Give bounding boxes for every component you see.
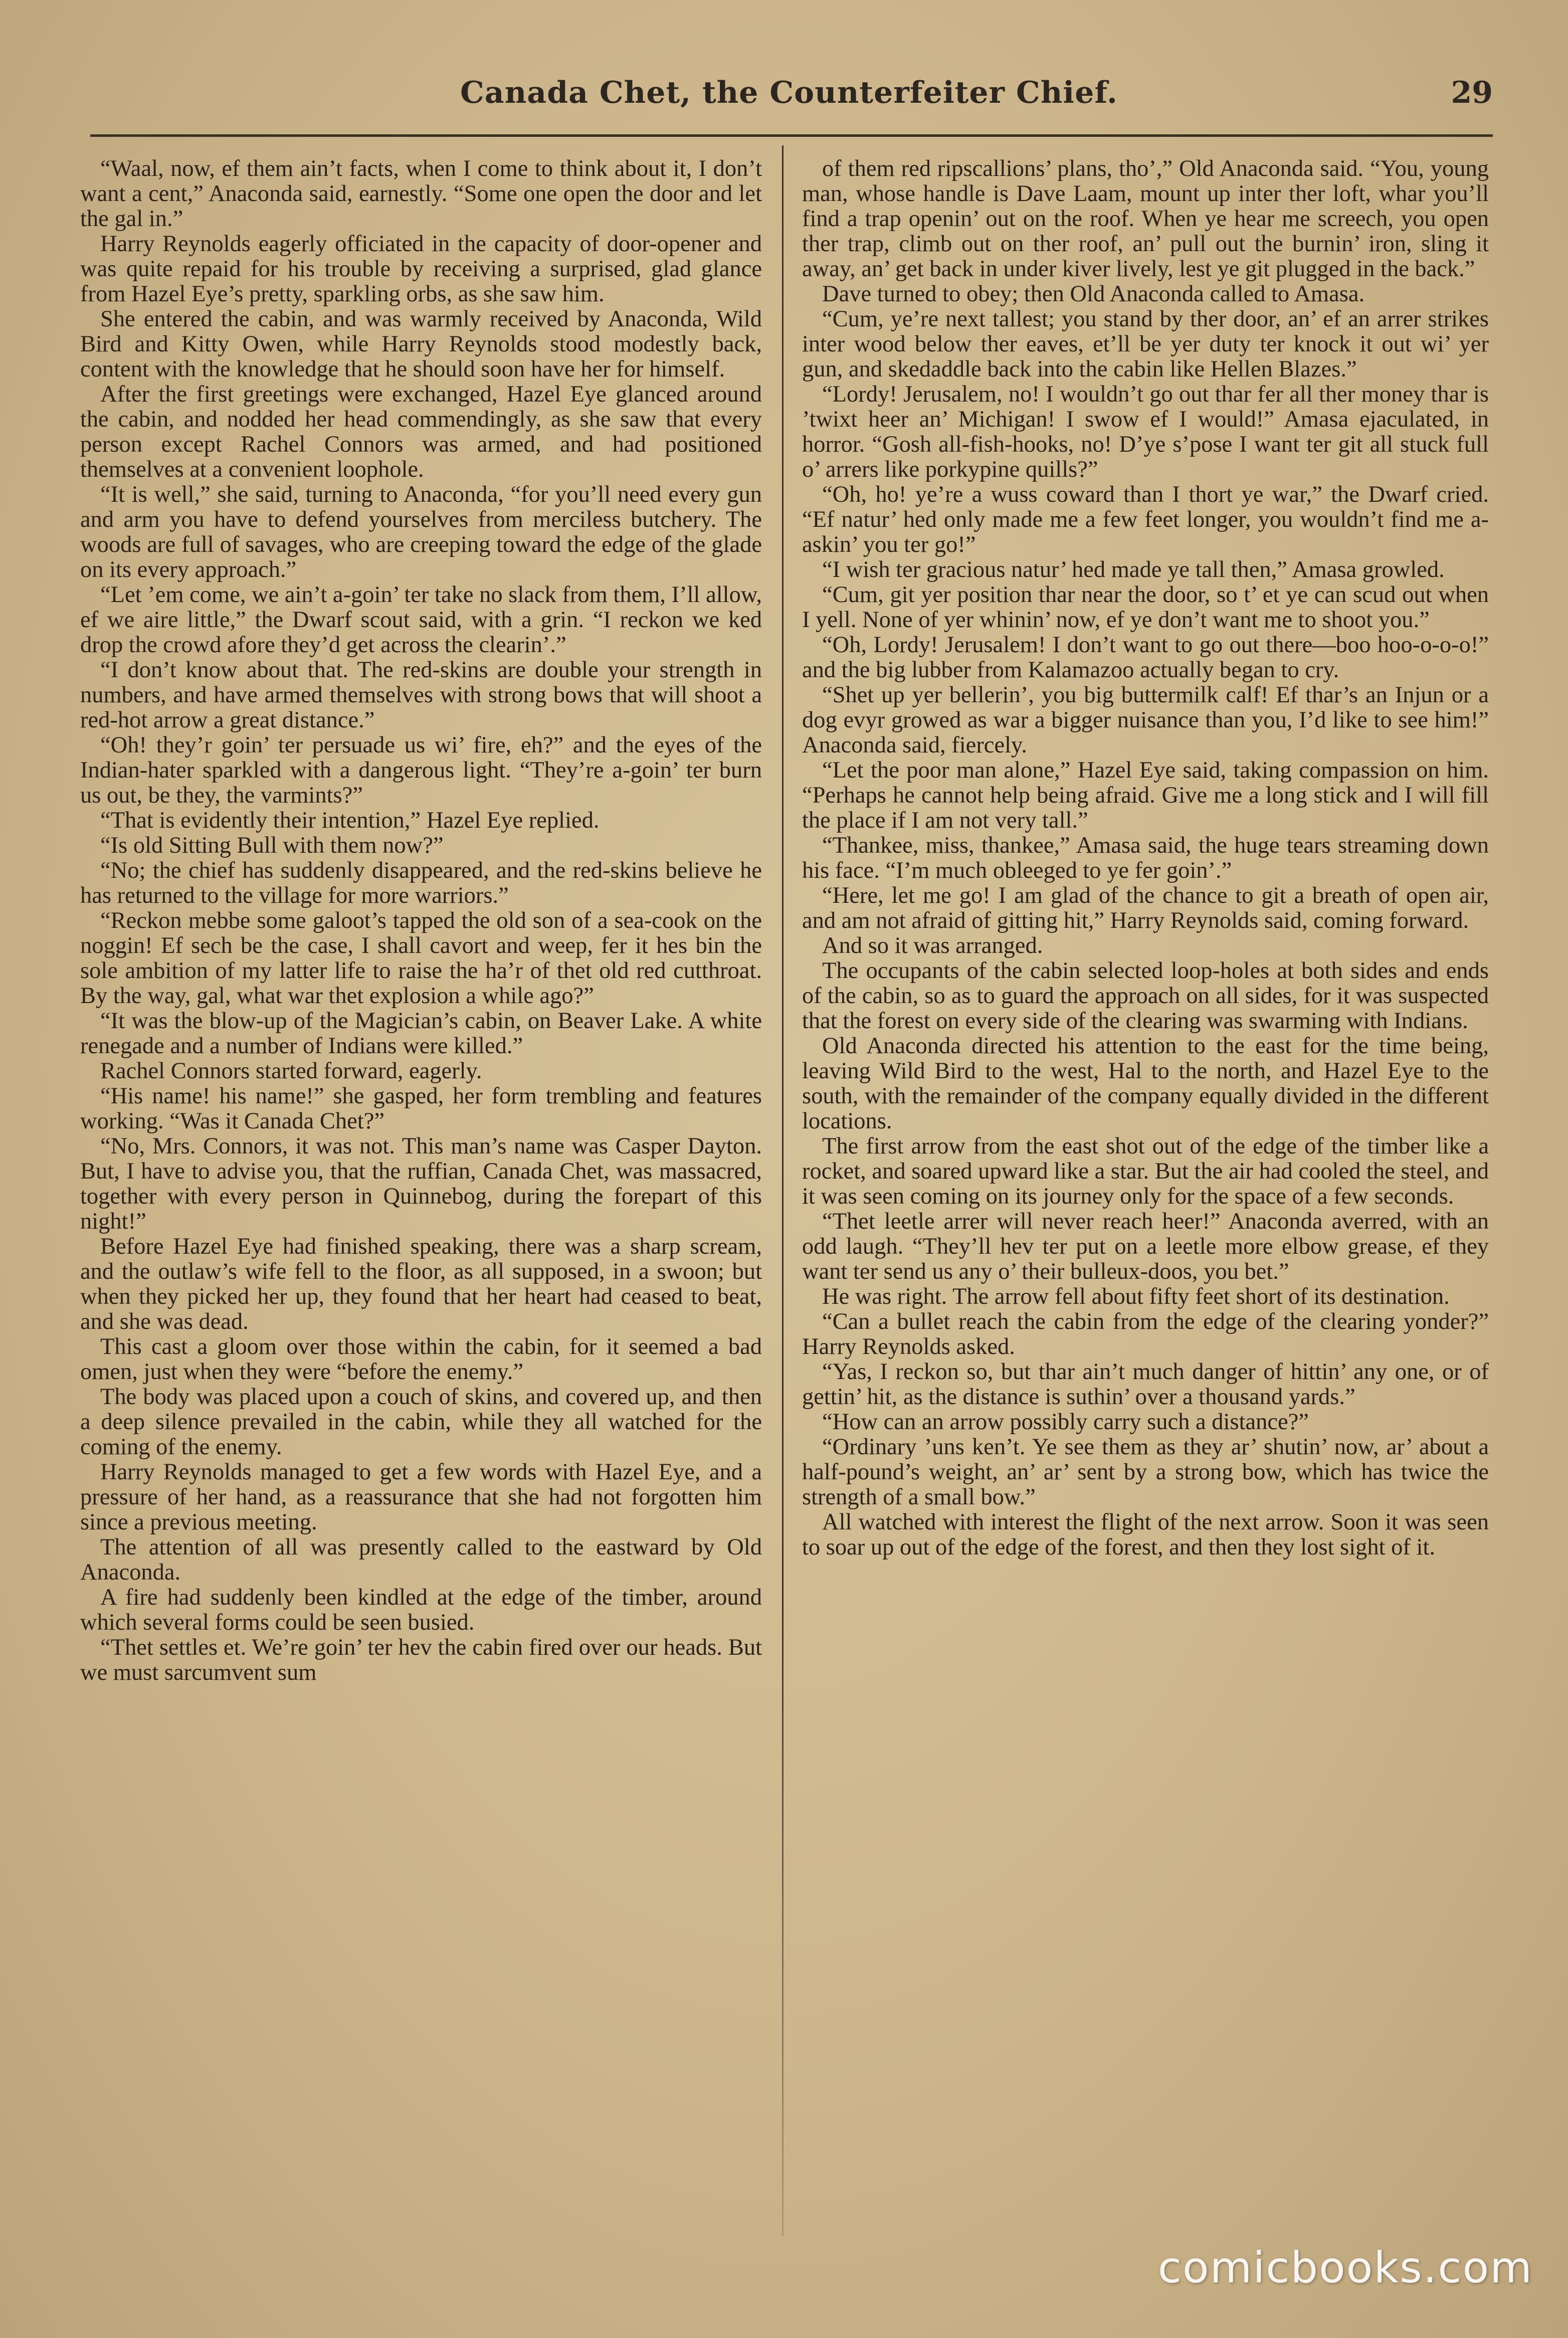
paragraph: “Shet up yer bellerin’, you big buttermilk calf! Ef thar’s an Injun or a dog evyr growed as war a bigger nuisance than you, I’d like to see him!” Anaconda said, fiercely.: [802, 682, 1489, 758]
paragraph: She entered the cabin, and was warmly received by Anaconda, Wild Bird and Kitty Owen, while Harry Reynolds stood modestly back, content with the knowledge that he should soon have her for himself.: [80, 306, 762, 382]
paragraph: “Let the poor man alone,” Hazel Eye said, taking compassion on him. “Perhaps he cannot help being afraid. Give me a long stick and I will fill the place if I am not very tall.”: [802, 757, 1489, 833]
paragraph: “That is evidently their intention,” Hazel Eye replied.: [100, 808, 600, 833]
paragraph: The attention of all was presently called to the eastward by Old Anaconda.: [80, 1534, 762, 1585]
paragraph: The first arrow from the east shot out of the edge of the timber like a rocket, and soared upward like a star. But the air had cooled the steel, and it was seen coming on its journey only for the space of a few seconds.: [802, 1133, 1489, 1209]
right-column: [802, 156, 1489, 1560]
paragraph: “Can a bullet reach the cabin from the edge of the clearing yonder?” Harry Reynolds asked.: [802, 1309, 1489, 1359]
left-column: [80, 156, 762, 1685]
paragraph: This cast a gloom over those within the cabin, for it seemed a bad omen, just when they were “before the enemy.”: [80, 1334, 762, 1385]
paragraph: “Lordy! Jerusalem, no! I wouldn’t go out thar fer all ther money thar is ’twixt heer an’ Michigan! I swow ef I would!” Amasa ejaculated, in horror. “Gosh all-fish-hooks, no! D’ye s’pose I want ter git all stuck full o’ arrers like porkypine quills?”: [802, 381, 1489, 482]
paragraph: “Let ’em come, we ain’t a-goin’ ter take no slack from them, I’ll allow, ef we aire little,” the Dwarf scout said, with a grin. “I reckon we ked drop the crowd afore they’d get across the clearin’.”: [80, 582, 762, 658]
paragraph: “How can an arrow possibly carry such a distance?”: [822, 1409, 1309, 1435]
paragraph: “His name! his name!” she gasped, her form trembling and features working. “Was it Canada Chet?”: [80, 1083, 762, 1134]
paragraph: Rachel Connors started forward, eagerly.: [100, 1058, 482, 1084]
paragraph: And so it was arranged.: [822, 933, 1043, 958]
paragraph: “Cum, ye’re next tallest; you stand by ther door, an’ ef an arrer strikes inter wood below ther eaves, et’ll be yer duty ter knock it out wi’ yer gun, and skedaddle back into the cabin like Hellen Blazes.”: [802, 306, 1489, 382]
page-number: 29: [1451, 75, 1493, 110]
paragraph: After the first greetings were exchanged, Hazel Eye glanced around the cabin, and nodded her head commendingly, as she saw that every person except Rachel Connors was armed, and had positioned themselves at a convenient loophole.: [80, 381, 762, 482]
paragraph: “Here, let me go! I am glad of the chance to git a breath of open air, and am not afraid of gitting hit,” Harry Reynolds said, coming forward.: [802, 883, 1489, 933]
paragraph: “Reckon mebbe some galoot’s tapped the old son of a sea-cook on the noggin! Ef sech be the case, I shall cavort and weep, fer it hes bin the sole ambition of my latter life to raise the ha’r of thet old red cutthroat. By the way, gal, what war thet explosion a while ago?”: [80, 908, 762, 1009]
running-header: [85, 75, 1493, 125]
paragraph: Harry Reynolds managed to get a few words with Hazel Eye, and a pressure of her hand, as a reassurance that she had not forgotten him since a previous meeting.: [80, 1459, 762, 1535]
paragraph: “Oh, Lordy! Jerusalem! I don’t want to go out there—boo hoo-o-o-o!” and the big lubber from Kalamazoo actually began to cry.: [802, 632, 1489, 683]
paragraph: “Thankee, miss, thankee,” Amasa said, the huge tears streaming down his face. “I’m much obleeged to ye fer goin’.”: [802, 833, 1489, 883]
watermark-logo: comicbooks.com: [1157, 2243, 1533, 2293]
column-divider: [782, 145, 783, 2236]
paragraph: of them red ripscallions’ plans, tho’,” Old Anaconda said. “You, young man, whose handle is Dave Laam, mount up inter ther loft, whar you’ll find a trap openin’ out on the roof. When ye hear me screech, you open ther trap, climb out on ther roof, an’ pull out the burnin’ iron, sling it away, an’ get back in under kiver lively, lest ye git plugged in the back.”: [802, 156, 1489, 282]
paragraph: “It is well,” she said, turning to Anaconda, “for you’ll need every gun and arm you have to defend yourselves from merciless butchery. The woods are full of savages, who are creeping toward the edge of the glade on its every approach.”: [80, 482, 762, 582]
paragraph: “Oh! they’r goin’ ter persuade us wi’ fire, eh?” and the eyes of the Indian-hater sparkled with a dangerous light. “They’re a-goin’ ter burn us out, be they, the varmints?”: [80, 732, 762, 808]
paragraph: “I don’t know about that. The red-skins are double your strength in numbers, and have armed themselves with strong bows that will shoot a red-hot arrow a great distance.”: [80, 657, 762, 733]
paragraph: “Ordinary ’uns ken’t. Ye see them as they ar’ shutin’ now, ar’ about a half-pound’s weight, an’ ar’ sent by a strong bow, which has twice the strength of a small bow.”: [802, 1434, 1489, 1510]
header-rule: [90, 134, 1493, 137]
paragraph: Harry Reynolds eagerly officiated in the capacity of door-opener and was quite repaid for his trouble by receiving a surprised, glad glance from Hazel Eye’s pretty, sparkling orbs, as she saw him.: [80, 231, 762, 307]
paragraph: Old Anaconda directed his attention to the east for the time being, leaving Wild Bird to the west, Hal to the north, and Hazel Eye to the south, with the remainder of the company equally divided in the different locations.: [802, 1033, 1489, 1134]
paragraph: “I wish ter gracious natur’ hed made ye tall then,” Amasa growled.: [822, 557, 1445, 582]
paragraph: “Waal, now, ef them ain’t facts, when I come to think about it, I don’t want a cent,” Anaconda said, earnestly. “Some one open the door and let the gal in.”: [80, 156, 762, 232]
paragraph: A fire had suddenly been kindled at the edge of the timber, around which several forms could be seen busied.: [80, 1585, 762, 1635]
paragraph: The occupants of the cabin selected loop-holes at both sides and ends of the cabin, so as to guard the approach on all sides, for it was suspected that the forest on every side of the clearing was swarming with Indians.: [802, 958, 1489, 1034]
paragraph: All watched with interest the flight of the next arrow. Soon it was seen to soar up out of the edge of the forest, and then they lost sight of it.: [802, 1509, 1489, 1560]
paragraph: “Thet leetle arrer will never reach heer!” Anaconda averred, with an odd laugh. “They’ll hev ter put on a leetle more elbow grease, ef they want ter send us any o’ their bulleux-doos, you bet.”: [802, 1209, 1489, 1284]
page-title: Canada Chet, the Counterfeiter Chief.: [460, 75, 1118, 110]
paragraph: Before Hazel Eye had finished speaking, there was a sharp scream, and the outlaw’s wife fell to the floor, as all supposed, in a swoon; but when they picked her up, they found that her heart had ceased to beat, and she was dead.: [80, 1234, 762, 1334]
paragraph: “It was the blow-up of the Magician’s cabin, on Beaver Lake. A white renegade and a number of Indians were killed.”: [80, 1008, 762, 1059]
paragraph: “No; the chief has suddenly disappeared, and the red-skins believe he has returned to the village for more warriors.”: [80, 858, 762, 908]
paragraph: “Oh, ho! ye’re a wuss coward than I thort ye war,” the Dwarf cried. “Ef natur’ hed only made me a few feet longer, you wouldn’t find me a-askin’ you ter go!”: [802, 482, 1489, 557]
paragraph: “Yas, I reckon so, but thar ain’t much danger of hittin’ any one, or of gettin’ hit, as the distance is suthin’ over a thousand yards.”: [802, 1359, 1489, 1410]
paragraph: “Is old Sitting Bull with them now?”: [100, 833, 444, 858]
paragraph: Dave turned to obey; then Old Anaconda called to Amasa.: [822, 281, 1365, 307]
paragraph: “Cum, git yer position thar near the door, so t’ et ye can scud out when I yell. None of yer whinin’ now, ef ye don’t want me to shoot you.”: [802, 582, 1489, 633]
paragraph: “No, Mrs. Connors, it was not. This man’s name was Casper Dayton. But, I have to advise you, that the ruffian, Canada Chet, was massacred, together with every person in Quinnebog, during the forepart of this night!”: [80, 1133, 762, 1234]
paragraph: The body was placed upon a couch of skins, and covered up, and then a deep silence prevailed in the cabin, while they all watched for the coming of the enemy.: [80, 1384, 762, 1460]
paragraph: “Thet settles et. We’re goin’ ter hev the cabin fired over our heads. But we must sarcumvent sum: [80, 1635, 762, 1685]
paragraph: He was right. The arrow fell about fifty feet short of its destination.: [822, 1284, 1450, 1309]
